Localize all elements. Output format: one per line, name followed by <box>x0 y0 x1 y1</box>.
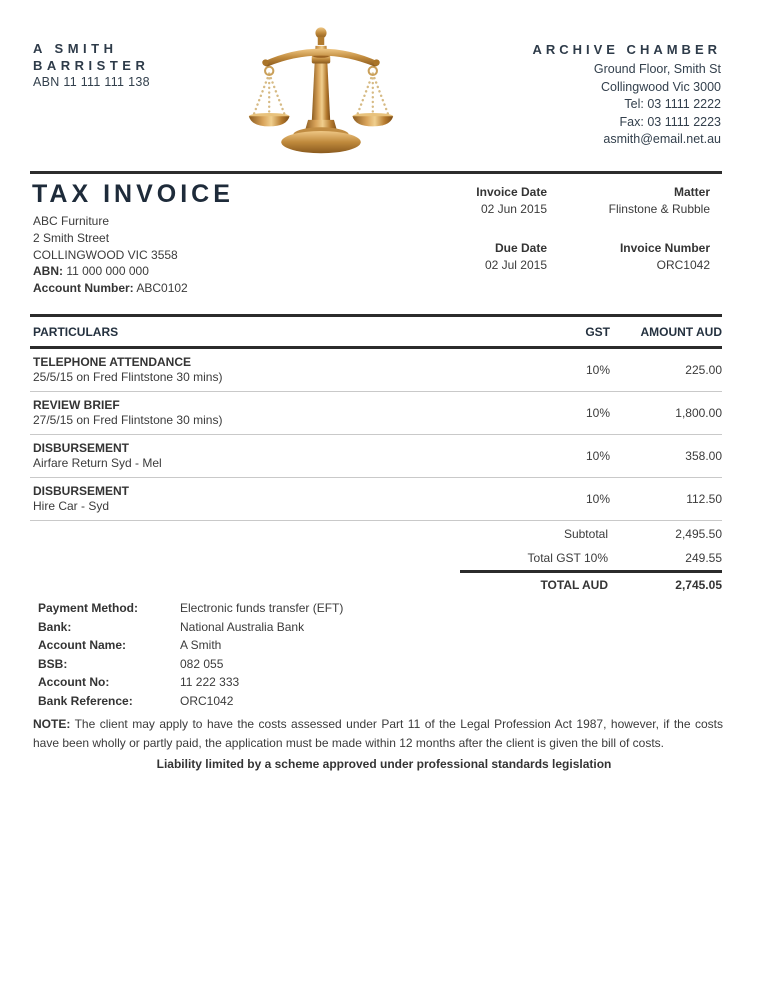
item-title: TELEPHONE ATTENDANCE <box>33 354 192 369</box>
total-gst-row: Total GST 10% 249.55 <box>527 551 722 565</box>
items-table-body <box>30 349 722 521</box>
item-amount: 112.50 <box>686 492 722 506</box>
matter: Matter Flinstone & Rubble <box>608 185 710 216</box>
item-description: Hire Car - Syd <box>33 499 110 513</box>
page-title: TAX INVOICE <box>32 180 234 208</box>
client-city: COLLINGWOOD VIC 3558 <box>33 247 178 262</box>
liability-statement: Liability limited by a scheme approved under professional standards legislation <box>156 757 612 771</box>
client-street: 2 Smith Street <box>33 230 110 245</box>
column-header-amount: AMOUNT AUD <box>640 324 722 339</box>
item-description: 27/5/15 on Fred Flintstone 30 mins) <box>33 413 223 427</box>
subtotal-value: 2,495.50 <box>675 527 722 541</box>
table-row <box>30 478 722 521</box>
chamber-name: ARCHIVE CHAMBER <box>532 42 721 57</box>
item-gst: 10% <box>585 492 610 506</box>
letterhead-divider <box>30 171 722 174</box>
account-no-row: Account No: 11 222 333 <box>38 675 240 690</box>
total-gst-value: 249.55 <box>685 551 722 565</box>
payment-details <box>38 599 343 711</box>
client-abn: ABN: 11 000 000 000 <box>33 264 149 279</box>
item-title: REVIEW BRIEF <box>33 397 120 412</box>
item-amount: 358.00 <box>685 449 722 463</box>
invoice-number: Invoice Number ORC1042 <box>619 241 710 272</box>
account-name-row: Account Name: A Smith <box>38 638 222 653</box>
barrister-abn: ABN 11 111 111 138 <box>33 75 150 89</box>
scales-of-justice-icon <box>247 20 395 168</box>
grand-total-value: 2,745.05 <box>675 578 722 592</box>
scales-icon-svg <box>247 20 395 168</box>
column-header-particulars: PARTICULARS <box>33 324 119 339</box>
invoice-date: Invoice Date 02 Jun 2015 <box>476 185 547 216</box>
client-name: ABC Furniture <box>33 214 110 228</box>
bsb-row: BSB: 082 055 <box>38 656 224 671</box>
subtotal-row: Subtotal 2,495.50 <box>563 527 722 541</box>
chamber-tel: Tel: 03 1111 2222 <box>624 97 721 111</box>
item-amount: 1,800.00 <box>675 406 722 420</box>
column-header-gst: GST <box>585 324 610 339</box>
client-account-number: Account Number: ABC0102 <box>33 281 188 296</box>
item-description: Airfare Return Syd - Mel <box>33 456 162 470</box>
table-row <box>30 349 722 392</box>
invoice-meta-refs <box>609 184 710 296</box>
item-amount: 225.00 <box>685 363 722 377</box>
table-row <box>30 435 722 478</box>
totals-section <box>30 522 722 597</box>
due-date: Due Date 02 Jul 2015 <box>484 241 547 272</box>
chamber-letterhead <box>532 41 721 149</box>
client-address-block <box>33 213 188 297</box>
barrister-name: A SMITH <box>33 41 118 56</box>
table-row <box>30 392 722 435</box>
item-title: DISBURSEMENT <box>33 483 130 498</box>
chamber-address-line2: Collingwood Vic 3000 <box>601 79 721 94</box>
item-gst: 10% <box>585 406 610 420</box>
item-gst: 10% <box>585 449 610 463</box>
item-gst: 10% <box>585 363 610 377</box>
grand-total-row: TOTAL AUD 2,745.05 <box>540 578 722 592</box>
chamber-fax: Fax: 03 1111 2223 <box>619 114 721 129</box>
barrister-letterhead <box>33 40 150 91</box>
bank-reference-row: Bank Reference: ORC1042 <box>38 693 234 708</box>
legal-note: NOTE: The client may apply to have the costs assessed under Part 11 of the Legal Profession Act 1987, however, if the costs have been wholly or partly paid, the application must be made within 12 months after the client is given the bill of costs. <box>33 717 723 750</box>
payment-method-row: Payment Method: Electronic funds transfer (EFT) <box>38 601 344 615</box>
item-description: 25/5/15 on Fred Flintstone 30 mins) <box>33 370 223 384</box>
barrister-role: BARRISTER <box>33 58 150 73</box>
bank-row: Bank: National Australia Bank <box>38 619 305 634</box>
invoice-meta-dates <box>476 184 547 296</box>
items-table-header <box>30 314 722 349</box>
item-title: DISBURSEMENT <box>33 440 130 455</box>
chamber-address-line1: Ground Floor, Smith St <box>593 62 721 76</box>
chamber-email: asmith@email.net.au <box>603 132 721 146</box>
